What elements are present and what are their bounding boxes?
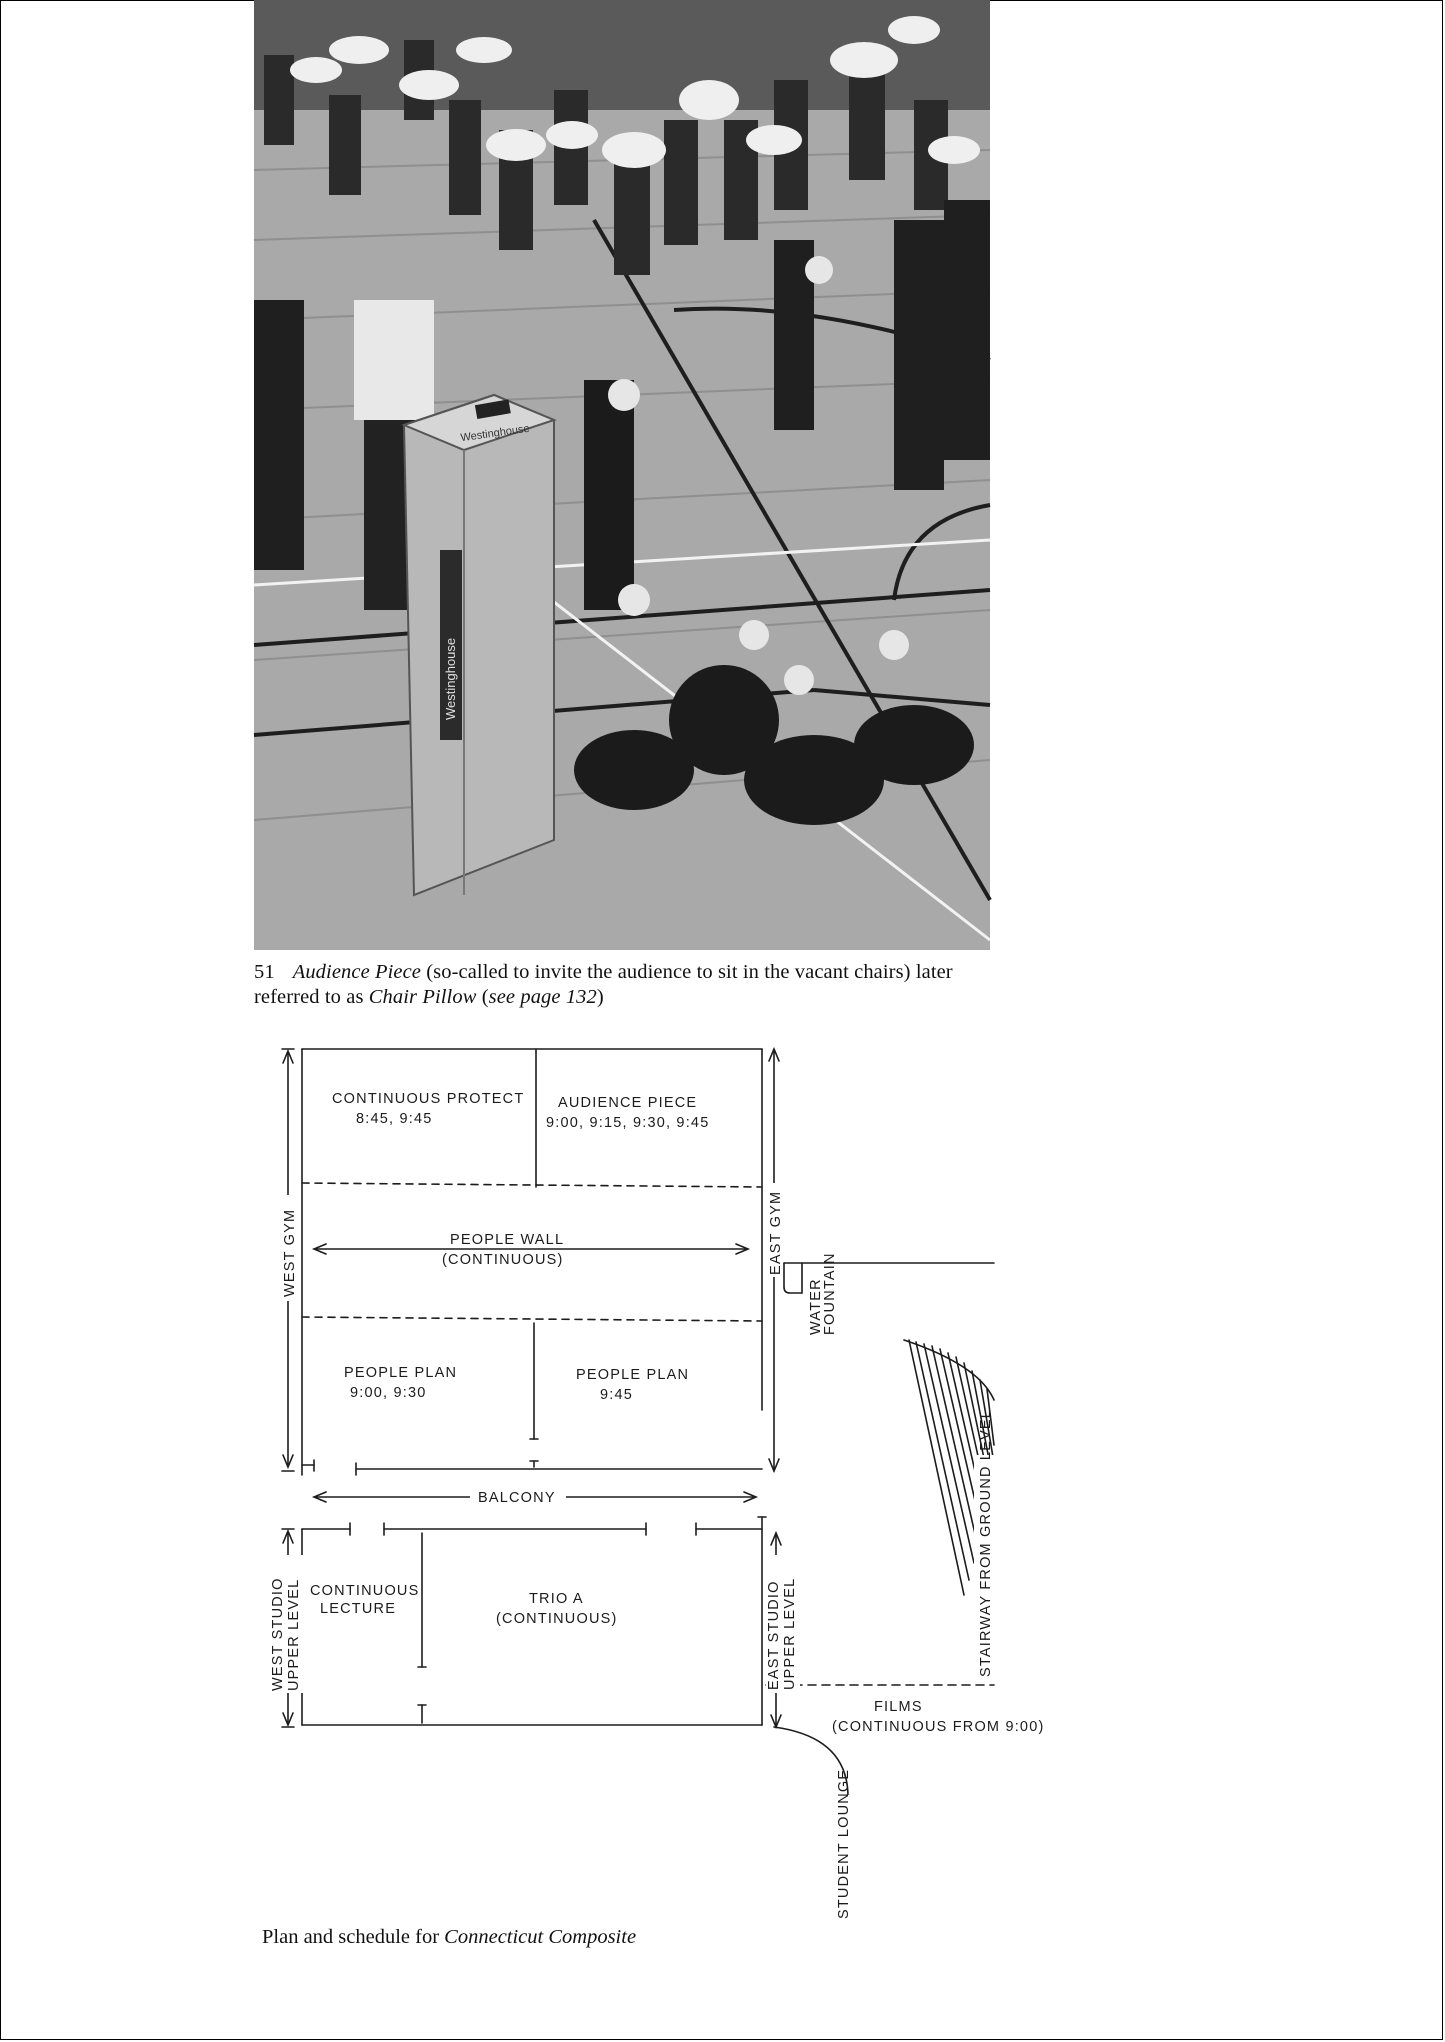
water-fountain-label-2: FOUNTAIN (822, 1252, 838, 1335)
people-plan-right-label: PEOPLE PLAN (576, 1367, 690, 1383)
continuous-lecture-label-2: LECTURE (320, 1601, 397, 1617)
box-side-label: Westinghouse (443, 637, 458, 720)
plan-caption-title: Connecticut Composite (444, 1926, 637, 1948)
caption-page-ref: see page 132 (488, 986, 597, 1008)
films-label: FILMS (874, 1699, 923, 1715)
box-top-label: Westinghouse (459, 422, 531, 445)
student-lounge-label: STUDENT LOUNGE (836, 1768, 852, 1919)
photo-caption (254, 960, 1014, 1010)
east-studio-label-1: EAST STUDIO (766, 1580, 782, 1690)
east-gym-label: EAST GYM (768, 1190, 784, 1275)
plan-caption (262, 1924, 962, 1950)
people-plan-right-times: 9:45 (600, 1387, 634, 1403)
audience-piece-label: AUDIENCE PIECE (558, 1095, 698, 1111)
people-plan-left-label: PEOPLE PLAN (344, 1365, 458, 1381)
films-sub: (CONTINUOUS FROM 9:00) (832, 1719, 1045, 1735)
west-studio-label-2: UPPER LEVEL (286, 1578, 302, 1691)
figure-number: 51 (254, 961, 275, 983)
stairway-label: STAIRWAY FROM GROUND LEVEL (978, 1408, 994, 1677)
caption-alt-title: Chair Pillow (368, 986, 477, 1008)
plan-caption-prefix: Plan and schedule for (262, 1926, 445, 1948)
continuous-lecture-label-1: CONTINUOUS (310, 1583, 420, 1599)
people-wall-label: PEOPLE WALL (450, 1232, 565, 1248)
floor-plan (254, 1035, 1045, 1925)
caption-ref-close: ) (596, 986, 604, 1008)
people-wall-sub: (CONTINUOUS) (442, 1252, 564, 1268)
audience-piece-times: 9:00, 9:15, 9:30, 9:45 (546, 1115, 710, 1131)
trio-a-label: TRIO A (529, 1591, 584, 1607)
continuous-protect-times: 8:45, 9:45 (356, 1111, 433, 1127)
east-studio-label-2: UPPER LEVEL (782, 1577, 798, 1690)
west-gym-label: WEST GYM (282, 1208, 298, 1297)
caption-text: (so-called to invite the audience to sit in the vacant chairs) later referred to as (254, 961, 953, 1008)
balcony-label: BALCONY (478, 1490, 556, 1506)
west-studio-label-1: WEST STUDIO (270, 1577, 286, 1691)
photograph-audience-piece (254, 0, 990, 950)
continuous-protect-label: CONTINUOUS PROTECT (332, 1091, 525, 1107)
water-fountain-label-1: WATER (808, 1278, 824, 1335)
caption-title: Audience Piece (292, 961, 422, 983)
people-plan-left-times: 9:00, 9:30 (350, 1385, 427, 1401)
trio-a-sub: (CONTINUOUS) (496, 1611, 618, 1627)
caption-ref-open: ( (476, 986, 489, 1008)
